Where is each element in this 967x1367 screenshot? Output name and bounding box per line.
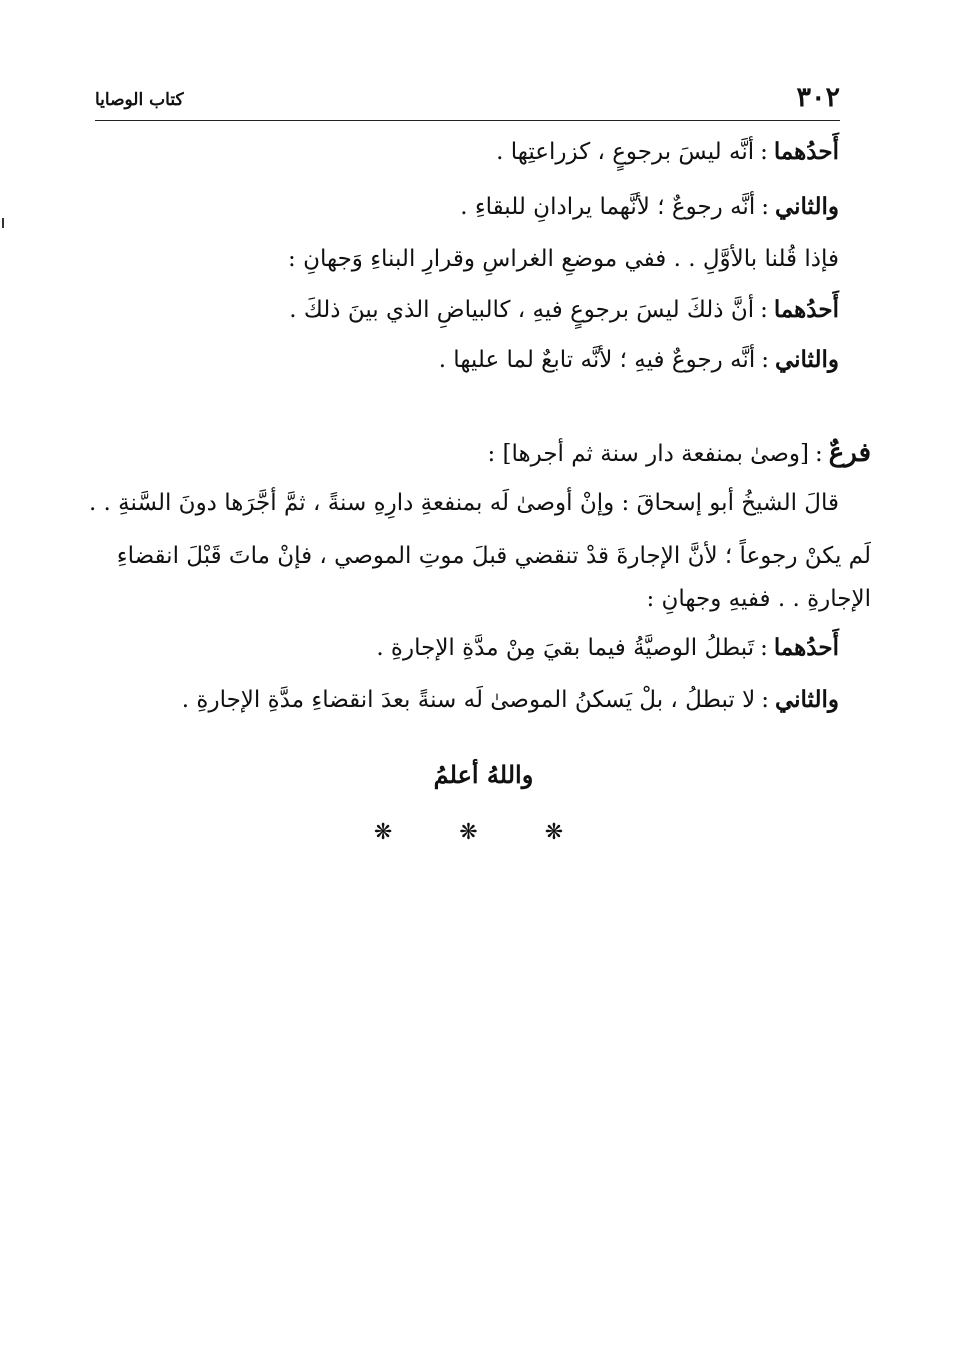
line-text: أنَّ ذلكَ ليسَ برجوعٍ فيهِ ، كالبياضِ الذي بينَ ذلكَ .: [289, 297, 755, 323]
text-line: [117, 543, 871, 569]
page-header: [95, 80, 840, 121]
text-line: أَحدُهما:أنَّ ذلكَ ليسَ برجوعٍ فيهِ ، كالبياضِ الذي بينَ ذلكَ .: [289, 296, 839, 323]
line-label: أَحدُهما: [773, 138, 839, 165]
text-line: أَحدُهما:تَبطلُ الوصيَّةُ فيما بقيَ مِنْ مدَّةِ الإجارةِ .: [376, 634, 839, 661]
closing-phrase: واللهُ أعلمُ: [433, 760, 534, 789]
margin-mark: [2, 218, 4, 228]
line-label: أَحدُهما: [773, 634, 839, 661]
text-line: [89, 490, 839, 516]
running-title: كتاب الوصايا: [95, 90, 184, 110]
line-label: والثاني: [774, 193, 839, 220]
text-line: [288, 246, 839, 272]
line-label: أَحدُهما: [773, 296, 839, 323]
text-line: والثاني:أنَّه رجوعٌ فيهِ ؛ لأنَّه تابعٌ لما عليها .: [438, 346, 839, 373]
text-line: [646, 586, 871, 612]
line-text: أنَّه رجوعٌ ؛ لأنَّهما يرادانِ للبقاءِ .: [460, 194, 756, 220]
line-text: لا تبطلُ ، بلْ يَسكنُ الموصىٰ لَه سنةً بعدَ انقضاءِ مدَّةِ الإجارةِ .: [181, 687, 756, 713]
text-line: والثاني:لا تبطلُ ، بلْ يَسكنُ الموصىٰ لَه سنةً بعدَ انقضاءِ مدَّةِ الإجارةِ .: [181, 686, 839, 713]
line-text: فإذا قُلنا بالأوَّلِ . . ففي موضعِ الغراسِ وقرارِ البناءِ وَجهانِ :: [288, 246, 839, 272]
line-text: تَبطلُ الوصيَّةُ فيما بقيَ مِنْ مدَّةِ الإجارةِ .: [376, 635, 755, 661]
line-text: لَم يكنْ رجوعاً ؛ لأنَّ الإجارةَ قدْ تنقضي قبلَ موتِ الموصي ، فإنْ ماتَ قَبْلَ انقضاءِ: [116, 543, 871, 569]
section-heading: فرعٌ:[وصىٰ بمنفعة دار سنة ثم أجرها] :: [487, 438, 871, 468]
line-label: والثاني: [774, 686, 839, 713]
text-line: والثاني:أنَّه رجوعٌ ؛ لأنَّهما يرادانِ للبقاءِ .: [460, 193, 839, 220]
line-text: قالَ الشيخُ أبو إسحاقَ : وإنْ أوصىٰ لَه بمنفعةِ دارِهِ سنةً ، ثمَّ أجَّرَها دونَ السَّنةِ . .: [88, 490, 839, 516]
page-number: ٣٠٢: [796, 82, 840, 113]
line-label: والثاني: [774, 346, 839, 373]
section-title: [وصىٰ بمنفعة دار سنة ثم أجرها] :: [487, 441, 809, 467]
text-line: أَحدُهما:أنَّه ليسَ برجوعٍ ، كزراعتِها .: [496, 138, 839, 165]
line-text: الإجارةِ . . ففيهِ وجهانِ :: [646, 586, 871, 612]
section-divider-stars: ❋ ❋ ❋: [373, 820, 594, 845]
line-text: أنَّه رجوعٌ فيهِ ؛ لأنَّه تابعٌ لما عليها .: [438, 347, 756, 373]
section-label: فرعٌ: [828, 438, 871, 468]
line-text: أنَّه ليسَ برجوعٍ ، كزراعتِها .: [496, 139, 755, 165]
